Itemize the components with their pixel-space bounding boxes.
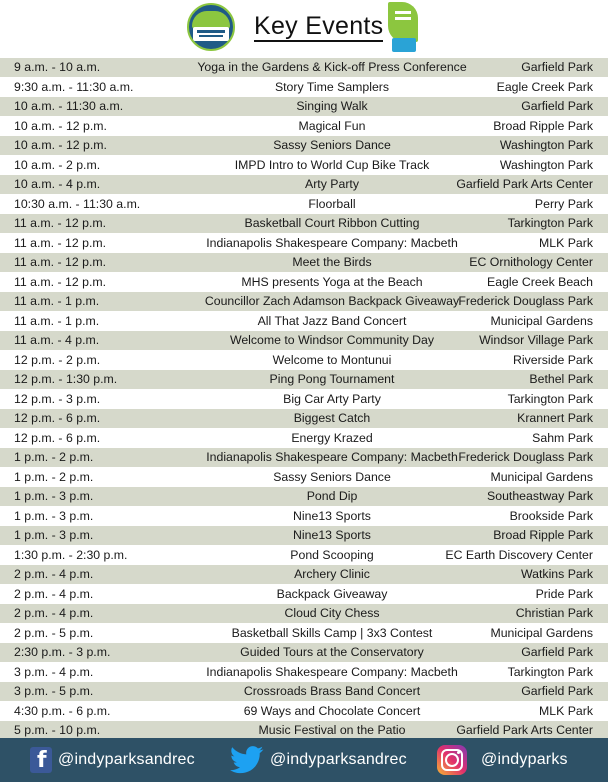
event-name: Welcome to Montunui: [272, 352, 392, 367]
instagram-handle: @indyparks: [481, 751, 568, 768]
pack-the-parks-logo: [187, 3, 235, 51]
page-title: Key Events: [254, 12, 384, 40]
event-location: EC Ornithology Center: [469, 255, 593, 269]
event-location: Garfield Park Arts Center: [456, 723, 593, 737]
event-location: Washington Park: [499, 138, 593, 152]
event-time: 2 p.m. - 4 p.m.: [14, 586, 94, 601]
event-location: Windsor Village Park: [479, 333, 593, 347]
event-name: Indianapolis Shakespeare Company: Macbeth: [206, 235, 458, 250]
event-name: Biggest Catch: [293, 411, 371, 425]
event-time: 3 p.m. - 4 p.m.: [14, 664, 94, 679]
event-name: MHS presents Yoga at the Beach: [241, 274, 423, 289]
event-name: Pond Scooping: [290, 547, 374, 562]
event-location: Tarkington Park: [507, 664, 593, 679]
event-time: 12 p.m. - 6 p.m.: [14, 411, 101, 425]
event-row: [0, 702, 608, 721]
event-time: 2:30 p.m. - 3 p.m.: [14, 645, 111, 659]
event-row: [0, 448, 608, 467]
event-time: 5 p.m. - 10 p.m.: [14, 723, 101, 737]
event-row: [0, 624, 608, 643]
event-row: [0, 136, 608, 155]
event-time: 11 a.m. - 12 p.m.: [14, 274, 107, 289]
event-row: [0, 78, 608, 97]
event-location: Broad Ripple Park: [493, 528, 593, 542]
event-location: Frederick Douglass Park: [458, 294, 593, 308]
event-location: Krannert Park: [517, 411, 593, 425]
event-row: [0, 117, 608, 136]
event-name: Pond Dip: [306, 489, 358, 503]
event-time: 3 p.m. - 5 p.m.: [14, 684, 94, 698]
event-location: EC Earth Discovery Center: [445, 547, 593, 562]
event-row: [0, 507, 608, 526]
event-time: 1 p.m. - 2 p.m.: [14, 450, 94, 464]
twitter-handle: @indyparksandrec: [270, 751, 407, 768]
facebook-icon: f: [30, 747, 52, 773]
event-location: Municipal Gardens: [490, 625, 593, 640]
event-location: Brookside Park: [509, 508, 593, 523]
event-name: Crossroads Brass Band Concert: [243, 684, 421, 698]
page-header: [0, 0, 608, 55]
event-time: 10 a.m. - 4 p.m.: [14, 177, 101, 191]
event-location: Garfield Park: [521, 645, 593, 659]
event-location: MLK Park: [539, 235, 593, 250]
event-location: MLK Park: [539, 703, 593, 718]
event-location: Garfield Park Arts Center: [456, 177, 593, 191]
instagram-icon: [437, 745, 467, 775]
event-name: Cloud City Chess: [284, 606, 380, 620]
events-table: [0, 58, 608, 741]
event-row: [0, 721, 608, 740]
twitter-icon: [230, 746, 264, 774]
event-row: [0, 565, 608, 584]
event-time: 2 p.m. - 4 p.m.: [14, 606, 94, 620]
event-name: All That Jazz Band Concert: [257, 313, 407, 328]
event-time: 11 a.m. - 4 p.m.: [14, 333, 100, 347]
event-time: 2 p.m. - 4 p.m.: [14, 567, 94, 581]
event-name: Sassy Seniors Dance: [273, 469, 391, 484]
event-row: [0, 351, 608, 370]
event-time: 12 p.m. - 3 p.m.: [14, 391, 101, 406]
event-time: 10 a.m. - 2 p.m.: [14, 157, 101, 172]
twitter-link[interactable]: [230, 738, 407, 782]
event-row: [0, 604, 608, 623]
event-row: [0, 312, 608, 331]
event-row: [0, 663, 608, 682]
event-name: Sassy Seniors Dance: [273, 138, 391, 152]
event-location: Bethel Park: [529, 372, 593, 386]
event-time: 9:30 a.m. - 11:30 a.m.: [14, 79, 134, 94]
event-row: [0, 175, 608, 194]
event-row: [0, 429, 608, 448]
event-time: 1 p.m. - 3 p.m.: [14, 528, 94, 542]
event-location: Municipal Gardens: [490, 313, 593, 328]
event-time: 11 a.m. - 1 p.m.: [14, 313, 100, 328]
event-name: Ping Pong Tournament: [269, 372, 395, 386]
event-location: Garfield Park: [521, 60, 593, 74]
event-row: [0, 253, 608, 272]
event-name: Councillor Zach Adamson Backpack Giveaway: [204, 294, 460, 308]
event-row: [0, 214, 608, 233]
event-row: [0, 97, 608, 116]
facebook-handle: @indyparksandrec: [58, 751, 195, 768]
event-row: [0, 273, 608, 292]
event-name: 69 Ways and Chocolate Concert: [243, 703, 421, 718]
event-location: Eagle Creek Beach: [487, 274, 593, 289]
event-time: 12 p.m. - 1:30 p.m.: [14, 372, 118, 386]
event-row: [0, 643, 608, 662]
event-row: [0, 526, 608, 545]
event-name: Welcome to Windsor Community Day: [229, 333, 435, 347]
event-row: [0, 292, 608, 311]
event-time: 10 a.m. - 12 p.m.: [14, 118, 107, 133]
event-row: [0, 234, 608, 253]
event-name: IMPD Intro to World Cup Bike Track: [234, 157, 430, 172]
event-time: 10 a.m. - 12 p.m.: [14, 138, 107, 152]
event-name: Energy Krazed: [291, 430, 373, 445]
event-location: Tarkington Park: [507, 391, 593, 406]
event-time: 1:30 p.m. - 2:30 p.m.: [14, 547, 128, 562]
event-name: Music Festival on the Patio: [258, 723, 406, 737]
event-name: Floorball: [308, 196, 356, 211]
event-time: 11 a.m. - 12 p.m.: [14, 255, 107, 269]
event-row: [0, 390, 608, 409]
event-time: 12 p.m. - 6 p.m.: [14, 430, 101, 445]
event-time: 10 a.m. - 11:30 a.m.: [14, 99, 124, 113]
event-name: Indianapolis Shakespeare Company: Macbeth: [206, 450, 458, 464]
event-name: Arty Party: [305, 177, 359, 191]
instagram-link[interactable]: [437, 738, 568, 782]
event-row: [0, 195, 608, 214]
event-time: 2 p.m. - 5 p.m.: [14, 625, 94, 640]
event-row: [0, 156, 608, 175]
event-time: 11 a.m. - 12 p.m.: [14, 216, 107, 230]
event-row: [0, 585, 608, 604]
event-location: Southeastway Park: [487, 489, 593, 503]
event-name: Archery Clinic: [294, 567, 370, 581]
event-location: Pride Park: [535, 586, 593, 601]
event-name: Big Car Arty Party: [283, 391, 381, 406]
indy-parks-logo: [388, 2, 420, 52]
social-footer: [0, 738, 608, 782]
event-name: Basketball Court Ribbon Cutting: [244, 216, 420, 230]
event-row: [0, 546, 608, 565]
event-row: [0, 468, 608, 487]
event-name: Guided Tours at the Conservatory: [240, 645, 424, 659]
event-time: 1 p.m. - 3 p.m.: [14, 489, 94, 503]
event-row: [0, 331, 608, 350]
event-location: Christian Park: [515, 606, 593, 620]
event-location: Watkins Park: [521, 567, 593, 581]
event-time: 1 p.m. - 2 p.m.: [14, 469, 94, 484]
event-row: [0, 58, 608, 77]
event-name: Meet the Birds: [292, 255, 372, 269]
event-row: [0, 487, 608, 506]
event-location: Eagle Creek Park: [496, 79, 593, 94]
facebook-link[interactable]: [30, 738, 195, 782]
event-location: Municipal Gardens: [490, 469, 593, 484]
event-location: Washington Park: [499, 157, 593, 172]
event-time: 1 p.m. - 3 p.m.: [14, 508, 94, 523]
event-name: Indianapolis Shakespeare Company: Macbeth: [206, 664, 458, 679]
event-time: 4:30 p.m. - 6 p.m.: [14, 703, 111, 718]
event-row: [0, 409, 608, 428]
event-name: Story Time Samplers: [274, 79, 390, 94]
event-location: Perry Park: [534, 196, 593, 211]
event-name: Singing Walk: [296, 99, 368, 113]
event-time: 10:30 a.m. - 11:30 a.m.: [14, 196, 141, 211]
event-name: Nine13 Sports: [293, 528, 371, 542]
event-name: Yoga in the Gardens & Kick-off Press Conference: [197, 60, 467, 74]
event-location: Broad Ripple Park: [493, 118, 593, 133]
event-location: Sahm Park: [532, 430, 593, 445]
event-time: 12 p.m. - 2 p.m.: [14, 352, 101, 367]
event-row: [0, 682, 608, 701]
event-time: 11 a.m. - 1 p.m.: [14, 294, 100, 308]
event-location: Garfield Park: [521, 99, 593, 113]
event-row: [0, 370, 608, 389]
event-location: Frederick Douglass Park: [458, 450, 593, 464]
event-name: Nine13 Sports: [293, 508, 371, 523]
event-location: Riverside Park: [513, 352, 593, 367]
event-time: 11 a.m. - 12 p.m.: [14, 235, 107, 250]
event-location: Garfield Park: [521, 684, 593, 698]
event-location: Tarkington Park: [507, 216, 593, 230]
event-time: 9 a.m. - 10 a.m.: [14, 60, 101, 74]
event-name: Backpack Giveaway: [276, 586, 388, 601]
event-name: Basketball Skills Camp | 3x3 Contest: [231, 625, 433, 640]
event-name: Magical Fun: [298, 118, 366, 133]
